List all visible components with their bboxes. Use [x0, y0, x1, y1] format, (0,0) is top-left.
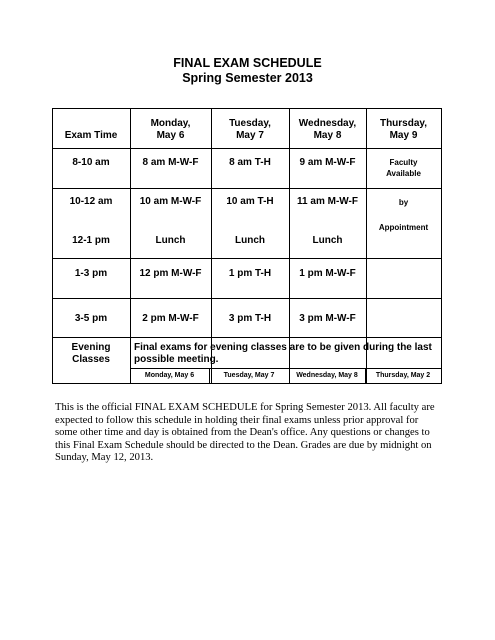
row-divider	[52, 188, 442, 189]
row-wednesday: 1 pm M-W-F	[299, 268, 356, 279]
row-divider	[52, 148, 442, 149]
evening-label	[52, 342, 130, 366]
row-tuesday: 10 am T-H	[226, 196, 274, 207]
document-title: FINAL EXAM SCHEDULE	[173, 56, 322, 70]
row-tuesday: 8 am T-H	[229, 157, 271, 168]
thursday-note-line: Faculty	[389, 158, 418, 167]
header-exam-time: Exam Time	[64, 130, 118, 141]
evening-day: Wednesday, May 8	[296, 372, 358, 379]
header-tuesday-day: Tuesday,	[229, 118, 271, 129]
row-wednesday: 3 pm M-W-F	[299, 313, 356, 324]
exam-schedule-table	[52, 108, 442, 383]
evening-days-divider	[130, 368, 442, 369]
row-wednesday: 11 am M-W-F	[297, 196, 358, 207]
evening-day: Tuesday, May 7	[223, 372, 275, 379]
row-time: 8-10 am	[72, 157, 110, 168]
row-monday: 12 pm M-W-F	[139, 268, 202, 279]
header-tuesday-date: May 7	[236, 130, 264, 141]
policy-paragraph: This is the official FINAL EXAM SCHEDULE for Spring Semester 2013. All faculty are expected to follow this schedule in holding their final exams unless prior approval for some other time and day is obtained from the Dean's office. Any questions or changes to this Final Exam Schedule should be directed to the Dean. Grades are due by midnight on Sunday, May 12, 2013.	[55, 402, 435, 464]
row-wednesday: Lunch	[312, 235, 343, 246]
evening-label-line: Evening	[71, 342, 111, 353]
thursday-note	[366, 157, 441, 179]
evening-text-line: possible meeting.	[134, 354, 219, 365]
header-wednesday-day: Wednesday,	[298, 118, 357, 129]
header-monday	[130, 118, 211, 142]
row-monday: 10 am M-W-F	[139, 196, 202, 207]
row-time: 1-3 pm	[74, 268, 108, 279]
evening-text-line: Final exams for evening classes are to be given during the last	[134, 342, 432, 353]
document-subtitle: Spring Semester 2013	[182, 71, 313, 85]
header-tuesday	[211, 118, 289, 142]
row-divider	[52, 298, 442, 299]
header-monday-date: May 6	[156, 130, 185, 141]
table-border-top	[52, 108, 442, 109]
evening-day: Monday, May 6	[144, 372, 195, 379]
table-border-bottom	[52, 383, 442, 384]
row-time: 3-5 pm	[74, 313, 108, 324]
header-wednesday-date: May 8	[313, 130, 342, 141]
table-border-right	[441, 108, 442, 383]
row-wednesday: 9 am M-W-F	[299, 157, 356, 168]
header-thursday	[366, 118, 441, 142]
header-thursday-date: May 9	[389, 130, 418, 141]
thursday-note-line: Available	[386, 169, 421, 178]
row-tuesday: Lunch	[235, 235, 265, 246]
evening-day: Thursday, May 2	[375, 372, 431, 379]
header-monday-day: Monday,	[150, 118, 191, 129]
thursday-note-line: by	[398, 198, 409, 207]
evening-label-line: Classes	[72, 354, 110, 365]
header-thursday-day: Thursday,	[379, 118, 428, 129]
thursday-note-line: Appointment	[378, 223, 429, 232]
row-tuesday: 1 pm T-H	[228, 268, 272, 279]
row-monday: Lunch	[155, 235, 186, 246]
row-monday: 2 pm M-W-F	[142, 313, 199, 324]
row-divider	[52, 258, 442, 259]
header-wednesday	[289, 118, 366, 142]
row-time: 10-12 am	[69, 196, 113, 207]
row-tuesday: 3 pm T-H	[228, 313, 272, 324]
row-divider	[52, 337, 442, 338]
row-monday: 8 am M-W-F	[142, 157, 199, 168]
row-time: 12-1 pm	[72, 235, 110, 246]
evening-text	[134, 342, 440, 366]
